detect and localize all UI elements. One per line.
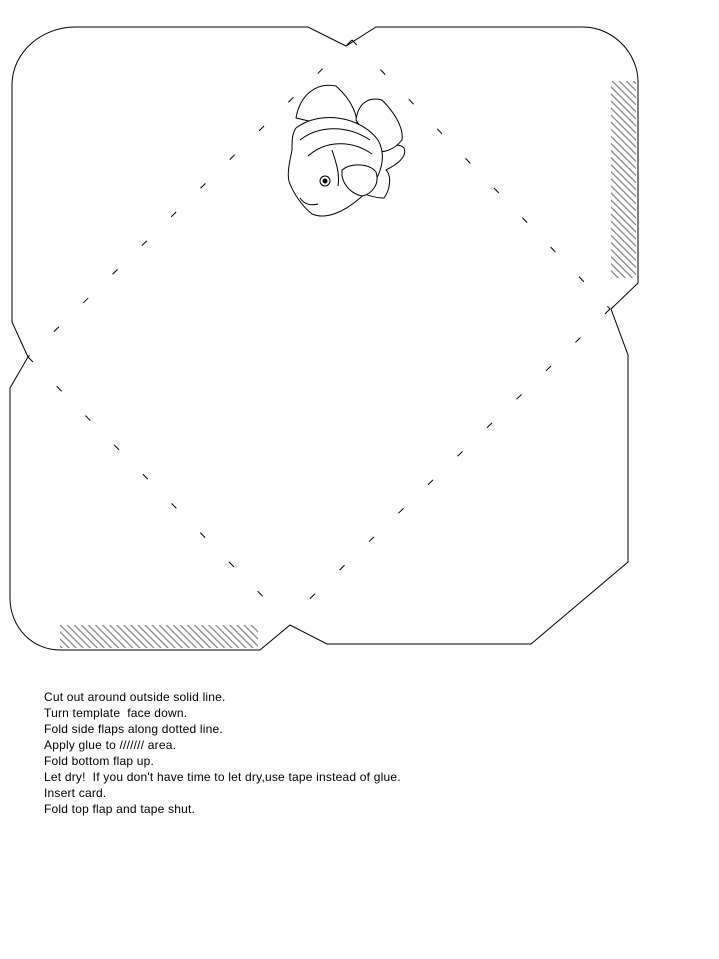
fish-icon: [288, 85, 404, 216]
glue-area-bottom: [60, 625, 258, 648]
instruction-line: Turn template face down.: [44, 706, 188, 720]
instruction-line: Apply glue to /////// area.: [44, 738, 177, 752]
instruction-line: Insert card.: [44, 786, 107, 800]
instruction-line: Let dry! If you don't have time to let dry,use tape instead of glue.: [44, 770, 401, 784]
instructions-list: [44, 689, 401, 817]
instruction-line: Fold bottom flap up.: [44, 754, 155, 768]
instruction-line: Fold side flaps along dotted line.: [44, 722, 223, 736]
glue-area-right: [611, 81, 636, 278]
instruction-line: Cut out around outside solid line.: [44, 690, 226, 704]
instruction-line: Fold top flap and tape shut.: [44, 802, 196, 816]
